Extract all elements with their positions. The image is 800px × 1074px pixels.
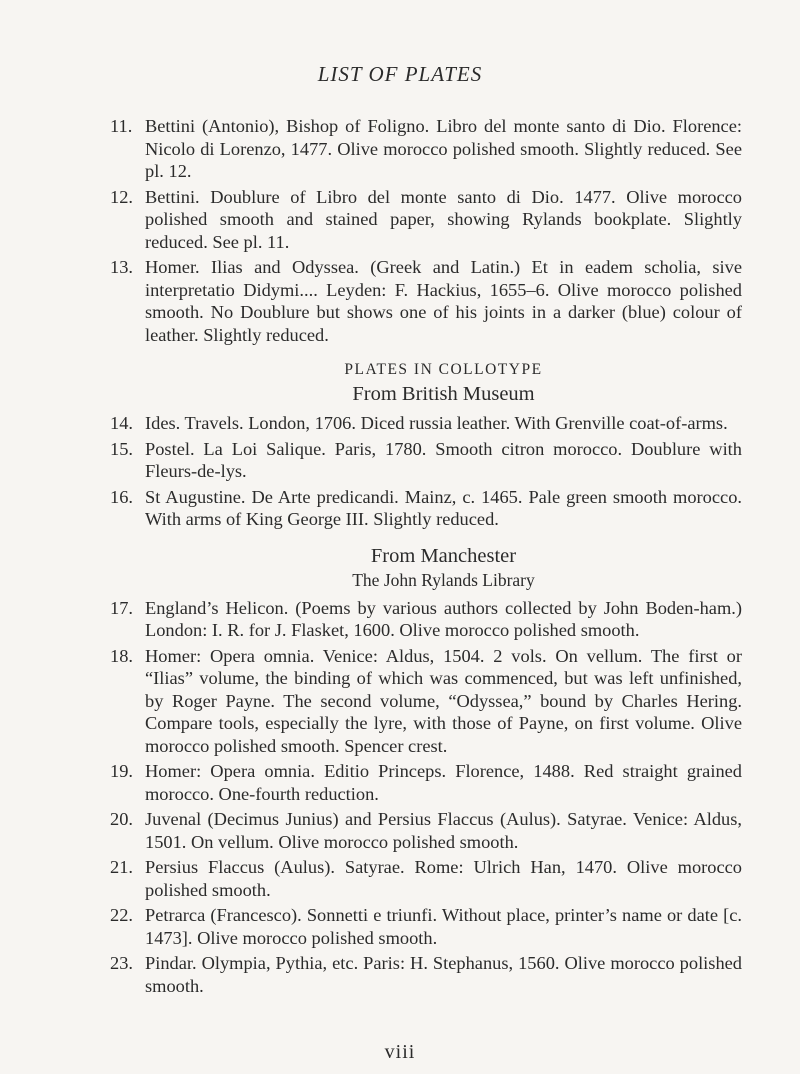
- plate-entry: [110, 808, 742, 853]
- plate-description: Homer: Opera omnia. Editio Princeps. Florence, 1488. Red straight grained morocco. One-fourth reduction.: [145, 761, 742, 804]
- plate-number: 12.: [110, 186, 133, 207]
- plate-entry: [110, 115, 742, 183]
- plate-entry: [110, 904, 742, 949]
- entries-group-intro: [110, 115, 742, 346]
- plate-description: Pindar. Olympia, Pythia, etc. Paris: H. Stephanus, 1560. Olive morocco polished smooth.: [145, 953, 742, 996]
- plate-number: 16.: [110, 486, 133, 507]
- plate-number: 18.: [110, 645, 133, 666]
- plate-number: 19.: [110, 761, 133, 781]
- section-subtitle-manchester: From Manchester: [370, 544, 517, 567]
- plate-entry: [110, 597, 742, 642]
- plate-number: 13.: [110, 257, 133, 277]
- plate-number: 14.: [110, 413, 133, 433]
- plate-number: 22.: [110, 905, 133, 925]
- plates-list: [110, 115, 742, 1000]
- plate-entry: [110, 856, 742, 901]
- page-number: viii: [384, 1041, 416, 1063]
- plate-description: Homer: Opera omnia. Venice: Aldus, 1504. 2 vols. On vellum. The first or “Ilias” volume, the binding of which was commenced, but was left unfinished, by Roger Payne. The second volume, “Odyssea,” bound by Charles Hering. Compare tools, especially the lyre, with those of Payne, on first volume. Olive morocco polished smooth. Spencer crest.: [145, 645, 742, 756]
- plate-number: 15.: [110, 438, 133, 459]
- plate-entry: [110, 645, 742, 758]
- section-library-rylands: The John Rylands Library: [352, 569, 535, 590]
- entries-group-british-museum: [110, 412, 742, 531]
- plate-entry: [110, 412, 742, 435]
- plate-description: Postel. La Loi Salique. Paris, 1780. Smooth citron morocco. Doublure with Fleurs-de-lys.: [145, 438, 742, 481]
- plate-description: Homer. Ilias and Odyssea. (Greek and Latin.) Et in eadem scholia, sive interpretatio Didymi.... Leyden: F. Hackius, 1655–6. Olive morocco polished smooth. No Doublure but shows one of his joints in a darker (blue) colour of leather. Slightly reduced.: [145, 257, 742, 345]
- section-title-collotype: PLATES IN COLLOTYPE: [344, 361, 543, 378]
- plate-entry: [110, 952, 742, 997]
- plate-number: 21.: [110, 857, 133, 877]
- plate-description: Juvenal (Decimus Junius) and Persius Flaccus (Aulus). Satyrae. Venice: Aldus, 1501. On vellum. Olive morocco polished smooth.: [145, 809, 742, 852]
- plate-entry: [110, 256, 742, 346]
- plate-number: 20.: [110, 809, 133, 829]
- plate-number: 23.: [110, 953, 133, 973]
- plate-description: Bettini. Doublure of Libro del monte santo di Dio. 1477. Olive morocco polished smooth and stained paper, showing Rylands bookplate. Slightly reduced. See pl. 11.: [145, 186, 742, 252]
- plate-description: Persius Flaccus (Aulus). Satyrae. Rome: Ulrich Han, 1470. Olive morocco polished smooth.: [145, 857, 742, 900]
- plate-entry: [110, 486, 742, 531]
- plate-number: 11.: [110, 116, 133, 136]
- plate-description: St Augustine. De Arte predicandi. Mainz, c. 1465. Pale green smooth morocco. With arms of King George III. Slightly reduced.: [145, 486, 742, 529]
- plate-entry: [110, 438, 742, 483]
- section-subtitle-british-museum: From British Museum: [352, 383, 535, 405]
- plate-entry: [110, 760, 742, 805]
- plate-description: Bettini (Antonio), Bishop of Foligno. Libro del monte santo di Dio. Florence: Nicolo di Lorenzo, 1477. Olive morocco polished smooth. Slightly reduced. See pl. 12.: [145, 116, 742, 181]
- plate-entry: [110, 186, 742, 254]
- running-head: LIST OF PLATES: [317, 62, 483, 86]
- plate-number: 17.: [110, 597, 133, 618]
- plate-description: Petrarca (Francesco). Sonnetti e triunfi. Without place, printer’s name or date [c. 1473]. Olive morocco polished smooth.: [145, 905, 742, 948]
- plate-description: England’s Helicon. (Poems by various authors collected by John Boden-ham.) London: I. R. for J. Flasket, 1600. Olive morocco polished smooth.: [145, 597, 742, 640]
- plate-description: Ides. Travels. London, 1706. Diced russia leather. With Grenville coat-of-arms.: [145, 413, 728, 433]
- entries-group-rylands: [110, 597, 742, 998]
